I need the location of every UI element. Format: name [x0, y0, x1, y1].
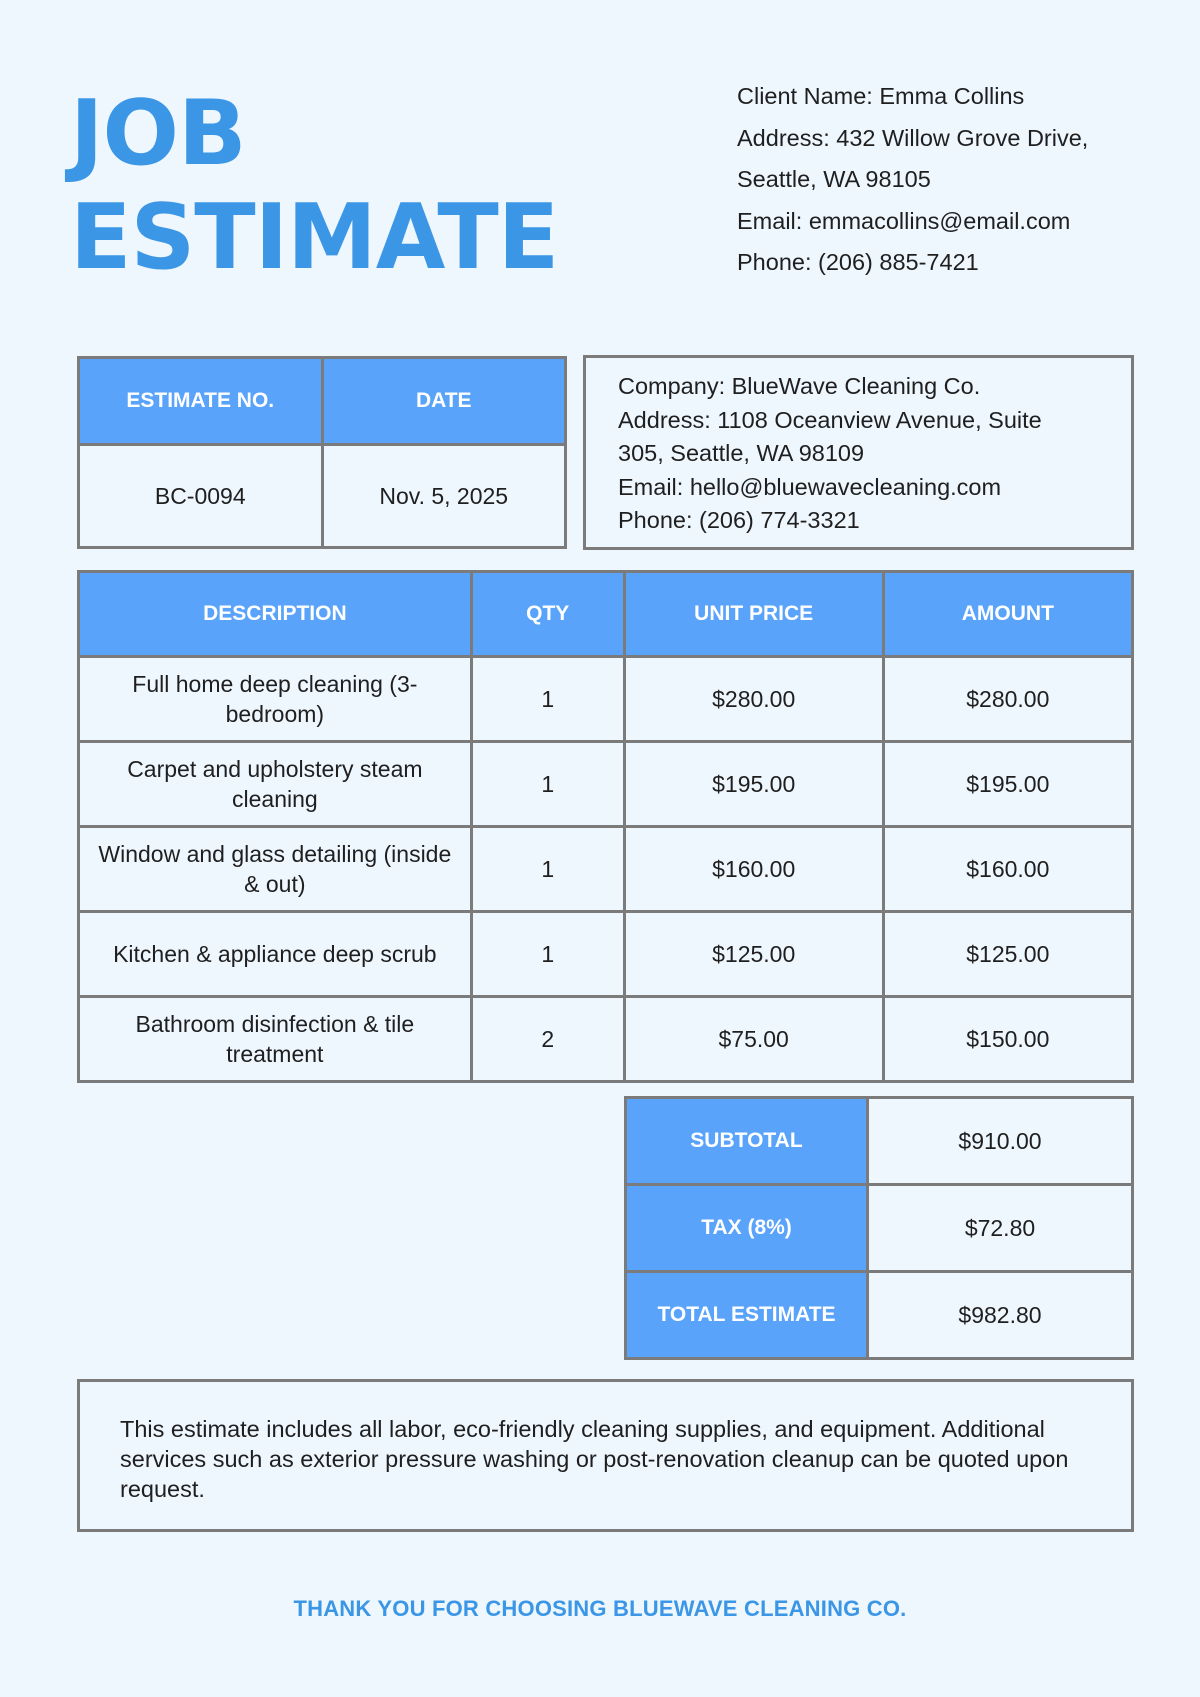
title-line-2: ESTIMATE [70, 185, 559, 290]
table-row [79, 742, 1133, 827]
subtotal-label: SUBTOTAL [626, 1098, 868, 1185]
client-email: Email: emmacollins@email.com [737, 207, 1071, 234]
qty-header: QTY [471, 572, 624, 657]
item-amount: $280.00 [883, 657, 1132, 742]
company-info [583, 355, 1134, 550]
line-items-table [77, 570, 1134, 1083]
item-unit-price: $280.00 [624, 657, 883, 742]
notes-box [77, 1379, 1134, 1532]
table-row [79, 997, 1133, 1082]
item-amount: $150.00 [883, 997, 1132, 1082]
item-description: Kitchen & appliance deep scrub [79, 912, 472, 997]
item-amount: $160.00 [883, 827, 1132, 912]
item-description: Full home deep cleaning (3-bedroom) [79, 657, 472, 742]
client-name: Client Name: Emma Collins [737, 83, 1025, 109]
item-unit-price: $125.00 [624, 912, 883, 997]
item-description: Window and glass detailing (inside & out) [79, 827, 472, 912]
total-row [626, 1272, 1133, 1359]
tax-value: $72.80 [868, 1185, 1133, 1272]
item-qty: 1 [471, 827, 624, 912]
company-address-line-1: Address: 1108 Oceanview Avenue, Suite [618, 406, 1042, 433]
title-line-1: JOB [70, 81, 246, 186]
item-qty: 1 [471, 657, 624, 742]
estimate-meta-table [77, 356, 567, 549]
table-row [79, 912, 1133, 997]
totals-table [624, 1096, 1134, 1360]
item-amount: $125.00 [883, 912, 1132, 997]
line-items-header-row [79, 572, 1133, 657]
tax-label: TAX (8%) [626, 1185, 868, 1272]
client-info [737, 76, 1157, 284]
table-row [79, 827, 1133, 912]
notes-text: This estimate includes all labor, eco-friendly cleaning supplies, and equipment. Additional services such as exterior pressure washing or post-renovation cleanup can be quoted upon request. [120, 1416, 1069, 1502]
unit-price-header: UNIT PRICE [624, 572, 883, 657]
item-qty: 1 [471, 742, 624, 827]
client-phone: Phone: (206) 885-7421 [737, 249, 979, 275]
estimate-no-header: ESTIMATE NO. [79, 358, 323, 445]
item-qty: 1 [471, 912, 624, 997]
subtotal-value: $910.00 [868, 1098, 1133, 1185]
item-description: Bathroom disinfection & tile treatment [79, 997, 472, 1082]
subtotal-row [626, 1098, 1133, 1185]
description-header: DESCRIPTION [79, 572, 472, 657]
company-email: Email: hello@bluewavecleaning.com [618, 473, 1002, 500]
tax-row [626, 1185, 1133, 1272]
item-qty: 2 [471, 997, 624, 1082]
total-estimate-value: $982.80 [868, 1272, 1133, 1359]
item-amount: $195.00 [883, 742, 1132, 827]
total-estimate-label: TOTAL ESTIMATE [626, 1272, 868, 1359]
company-phone: Phone: (206) 774-3321 [618, 507, 860, 533]
client-address-line-2: Seattle, WA 98105 [737, 166, 931, 192]
document-title [70, 82, 558, 290]
company-address-line-2: 305, Seattle, WA 98109 [618, 440, 865, 466]
company-name: Company: BlueWave Cleaning Co. [618, 373, 981, 399]
date-header: DATE [322, 358, 566, 445]
estimate-no-value: BC-0094 [79, 445, 323, 548]
date-value: Nov. 5, 2025 [322, 445, 566, 548]
item-unit-price: $195.00 [624, 742, 883, 827]
item-unit-price: $160.00 [624, 827, 883, 912]
amount-header: AMOUNT [883, 572, 1132, 657]
client-address-line-1: Address: 432 Willow Grove Drive, [737, 124, 1089, 151]
table-row [79, 657, 1133, 742]
thank-you-footer: THANK YOU FOR CHOOSING BLUEWAVE CLEANING CO. [293, 1596, 907, 1621]
item-description: Carpet and upholstery steam cleaning [79, 742, 472, 827]
item-unit-price: $75.00 [624, 997, 883, 1082]
